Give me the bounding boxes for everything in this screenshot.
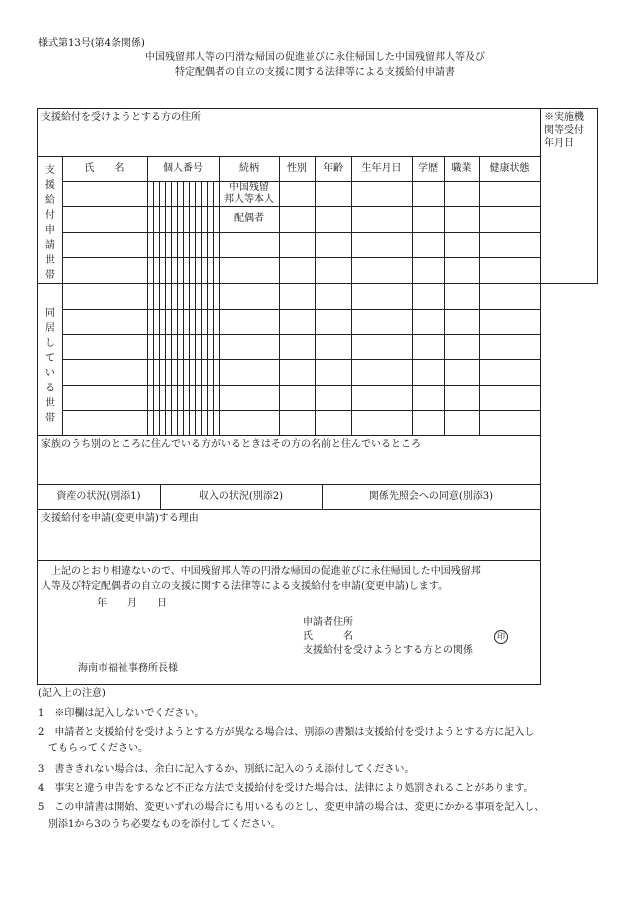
address-label: 支援給付を受けようとする方の住所 [41, 112, 201, 123]
attachment-consent: 関係先照会への同意(別添3) [368, 491, 494, 502]
page-title-line2: 特定配偶者の自立の支援に関する法律等による支援給付申請書 [175, 67, 455, 78]
attachment-income: 収入の状況(別添2) [198, 491, 284, 502]
header-personal-number: 個人番号 [163, 163, 203, 174]
note-item: 3 書ききれない場合は、余白に記入するか、別紙に記入のうえ添付してください。 [38, 764, 415, 775]
header-occupation: 職業 [451, 163, 472, 174]
relation-self-line2: 邦人等本人 [224, 194, 274, 205]
note-item: 4 事実と違う申告をするなど不正な方法で支援給付を受けた場合は、法律により処罰されることがあります。 [38, 783, 534, 794]
reason-label: 支援給付を申請(変更申請)する理由 [41, 513, 199, 524]
page-title-line1: 中国残留邦人等の円滑な帰国の促進並びに永住帰国した中国残留邦人等及び [145, 52, 485, 63]
address-input-area[interactable] [41, 126, 537, 154]
note-item: 別添1から3のうち必要なものを添付してください。 [38, 819, 281, 830]
header-health: 健康状態 [489, 163, 530, 174]
header-name: 氏 名 [84, 163, 125, 174]
notes-heading: (記入上の注意) [38, 688, 106, 699]
office-use-line1: ※実施機 [544, 112, 584, 123]
header-sex: 性別 [287, 163, 307, 174]
seal-mark: 印 [494, 630, 508, 644]
declaration-line1: 上記のとおり相違ないので、中国残留邦人等の円滑な帰国の促進並びに永住帰国した中国残留邦 [41, 566, 481, 577]
applicant-household-label: 支 援 給 付 申 請 世 帯 [45, 165, 55, 281]
header-age: 年齢 [323, 163, 343, 174]
relation-spouse: 配偶者 [234, 213, 264, 224]
family-elsewhere-input-area[interactable] [41, 453, 537, 482]
cohabiting-household-label: 同 居 し て い る 世 帯 [45, 308, 55, 424]
office-use-line2: 関等受付 [544, 125, 584, 136]
family-elsewhere-label: 家族のうち別のところに住んでいる方がいるときはその方の名前と住んでいるところ [41, 439, 421, 450]
note-item: 1 ※印欄は記入しないでください。 [38, 708, 205, 719]
declaration-line2: 人等及び特定配偶者の自立の支援に関する法律等による支援給付を申請(変更申請)します。 [41, 581, 449, 592]
applicant-address-label: 申請者住所 [303, 617, 353, 628]
attachment-assets: 資産の状況(別添1) [56, 491, 141, 502]
note-item: 5 この申請書は開始、変更いずれの場合にも用いるものとし、変更申請の場合は、変更にかかる事項を記入し、 [38, 802, 545, 813]
note-item: てもらってください。 [38, 743, 148, 754]
header-relation: 続柄 [239, 163, 259, 174]
reason-input-area[interactable] [41, 527, 537, 558]
note-item: 2 申請者と支援給付を受けようとする方が異なる場合は、別添の書類は支援給付を受けようとする方に記入し [38, 727, 535, 738]
declaration-date: 年 月 日 [97, 598, 167, 609]
form-number: 様式第13号(第4条関係) [38, 38, 145, 49]
applicant-relation-label: 支援給付を受けようとする方との関係 [303, 645, 473, 656]
office-use-line3: 年月日 [544, 138, 574, 149]
header-education: 学歴 [418, 163, 438, 174]
applicant-name-label: 氏 名 [303, 631, 353, 642]
relation-self-line1: 中国残留 [229, 182, 269, 193]
addressee: 海南市福祉事務所長様 [78, 663, 178, 674]
header-birth-date: 生年月日 [361, 163, 402, 174]
